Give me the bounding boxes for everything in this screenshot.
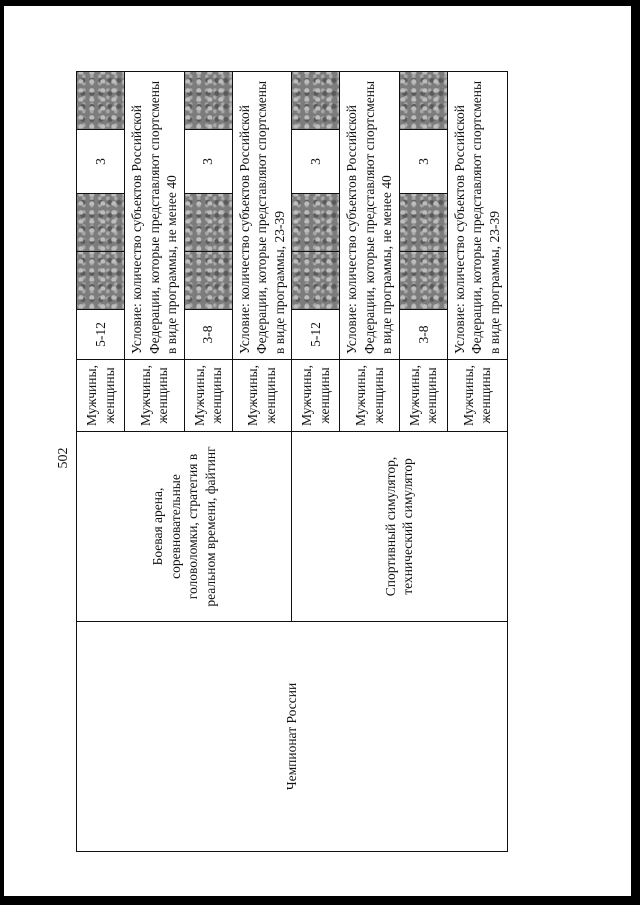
shaded-cell (77, 72, 125, 130)
gender-cell: Мужчины, женщины (340, 360, 400, 432)
shaded-cell (184, 194, 232, 252)
shaded-cell (399, 194, 447, 252)
shaded-cell (184, 72, 232, 130)
page-number: 502 (56, 447, 71, 469)
gender-cell: Мужчины, женщины (184, 360, 232, 432)
competition-cell: Чемпионат России (77, 622, 508, 852)
condition-cell: Условие: количество субъектов Российской Федерации, которые представляют спортсмены в виде программы, не менее 40 (340, 72, 400, 360)
count-cell: 3 (292, 130, 340, 194)
gender-cell: Мужчины, женщины (292, 360, 340, 432)
shaded-cell (184, 252, 232, 310)
condition-cell: Условие: количество субъектов Российской Федерации, которые представляют спортсмены в виде программы, 23-39 (232, 72, 292, 360)
age-cell: 5-12 (292, 310, 340, 360)
condition-cell: Условие: количество субъектов Российской Федерации, которые представляют спортсмены в виде программы, 23-39 (447, 72, 507, 360)
discipline-cell: Спортивный симулятор, технический симулятор (292, 432, 507, 622)
scan-border-right (631, 0, 640, 905)
shaded-cell (292, 72, 340, 130)
age-cell: 3-8 (184, 310, 232, 360)
shaded-cell (399, 72, 447, 130)
age-cell: 5-12 (77, 310, 125, 360)
scan-border-top (0, 0, 640, 6)
count-cell: 3 (399, 130, 447, 194)
gender-cell: Мужчины, женщины (125, 360, 185, 432)
age-cell: 3-8 (399, 310, 447, 360)
shaded-cell (399, 252, 447, 310)
shaded-cell (292, 194, 340, 252)
shaded-cell (77, 252, 125, 310)
shaded-cell (77, 194, 125, 252)
discipline-cell: Боевая арена, соревновательные головоломки, стратегия в реальном времени, файтинг (77, 432, 292, 622)
scan-border-left (0, 0, 4, 905)
table-row (77, 72, 125, 852)
count-cell: 3 (184, 130, 232, 194)
rotated-table-container (76, 72, 503, 852)
gender-cell: Мужчины, женщины (77, 360, 125, 432)
shaded-cell (292, 252, 340, 310)
gender-cell: Мужчины, женщины (232, 360, 292, 432)
competition-table (76, 71, 508, 852)
condition-cell: Условие: количество субъектов Российской Федерации, которые представляют спортсмены в виде программы, не менее 40 (125, 72, 185, 360)
count-cell: 3 (77, 130, 125, 194)
gender-cell: Мужчины, женщины (447, 360, 507, 432)
scan-border-bottom (0, 896, 640, 905)
gender-cell: Мужчины, женщины (399, 360, 447, 432)
